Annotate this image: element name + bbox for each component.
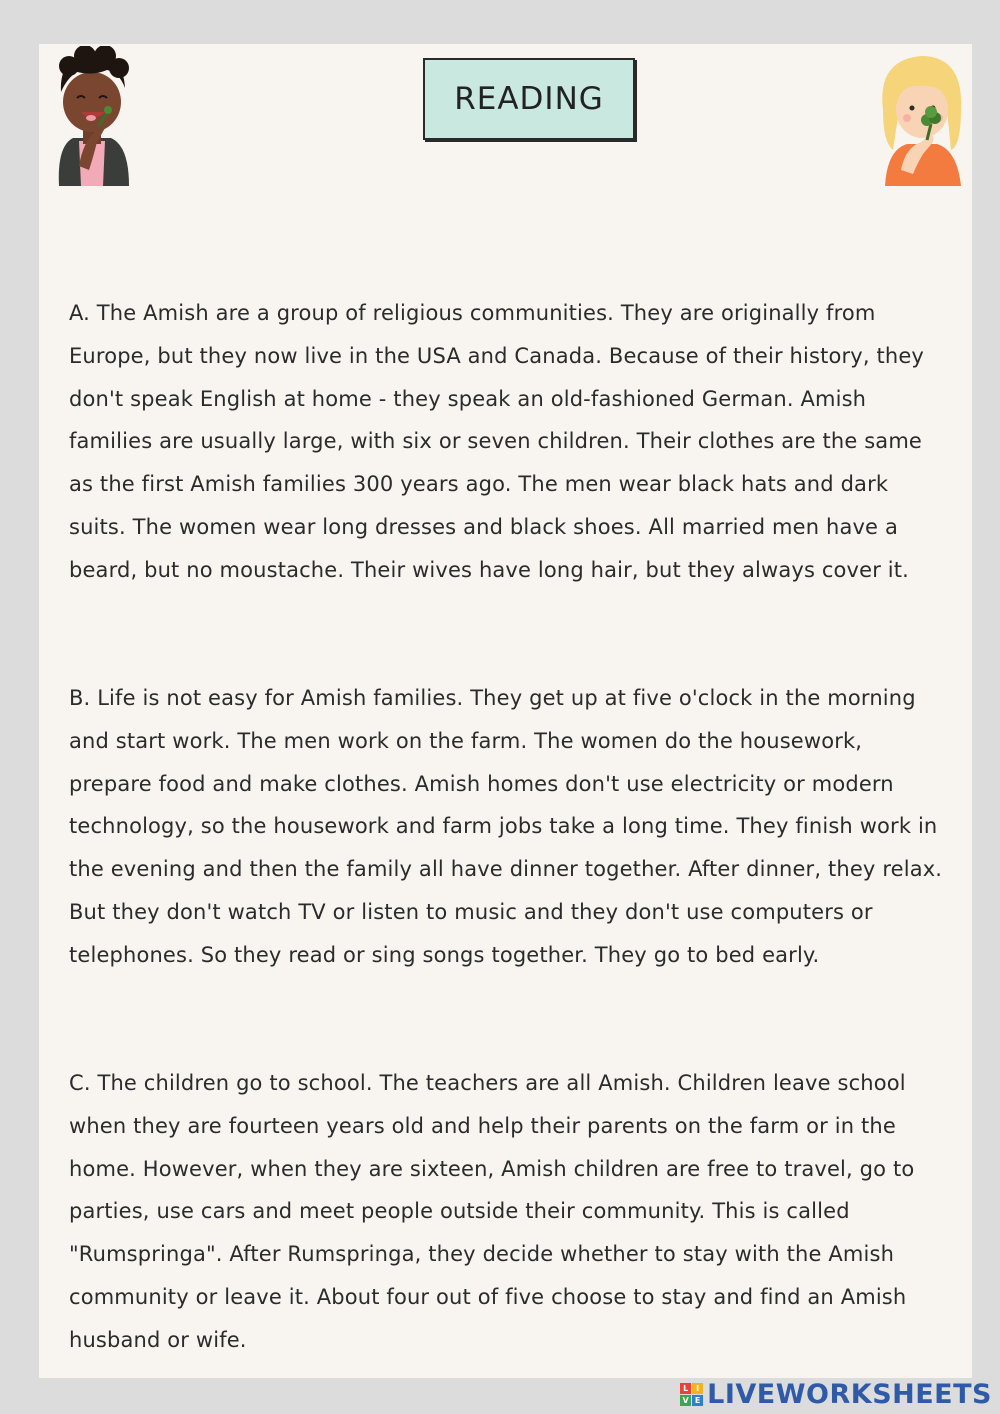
logo-letter-e: E [692, 1395, 703, 1406]
logo-letter-v: V [680, 1395, 691, 1406]
liveworksheets-logo[interactable] [680, 1379, 992, 1410]
logo-text: LIVEWORKSHEETS [707, 1379, 992, 1410]
reading-title-box [423, 58, 635, 140]
page-title: READING [454, 81, 604, 117]
logo-letter-l: L [680, 1383, 691, 1394]
paragraph-c: C. The children go to school. The teachers are all Amish. Children leave school when they are fourteen years old and help their parents on the farm or in the home. However, when they are sixteen, Amish children are free to travel, go to parties, use cars and meet people outside their community. This is called "Rumspringa". After Rumspringa, they decide whether to stay with the Amish community or leave it. About four out of five choose to stay and find an Amish husband or wife. [69, 1071, 915, 1352]
paragraph-a: A. The Amish are a group of religious communities. They are originally from Europe, but they now live in the USA and Canada. Because of their history, they don't speak English at home - they speak an old-fashioned German. Amish families are usually large, with six or seven children. Their clothes are the same as the first Amish families 300 years ago. The men wear black hats and dark suits. The women wear long dresses and black shoes. All married men have a beard, but no moustache. Their wives have long hair, but they always cover it. [69, 301, 924, 582]
paragraph-b: B. Life is not easy for Amish families. They get up at five o'clock in the morning and start work. The men work on the farm. The women do the housework, prepare food and make clothes. Amish homes don't use electricity or modern technology, so the housework and farm jobs take a long time. They finish work in the evening and then the family all have dinner together. After dinner, they relax. But they don't watch TV or listen to music and they don't use computers or telephones. So they read or sing songs together. They go to bed early. [69, 686, 943, 967]
logo-letter-i: I [692, 1383, 703, 1394]
logo-icon [680, 1383, 703, 1406]
boy-eating-illustration [49, 46, 135, 186]
worksheet-page [39, 44, 972, 1378]
girl-eating-broccoli-illustration [877, 50, 965, 186]
